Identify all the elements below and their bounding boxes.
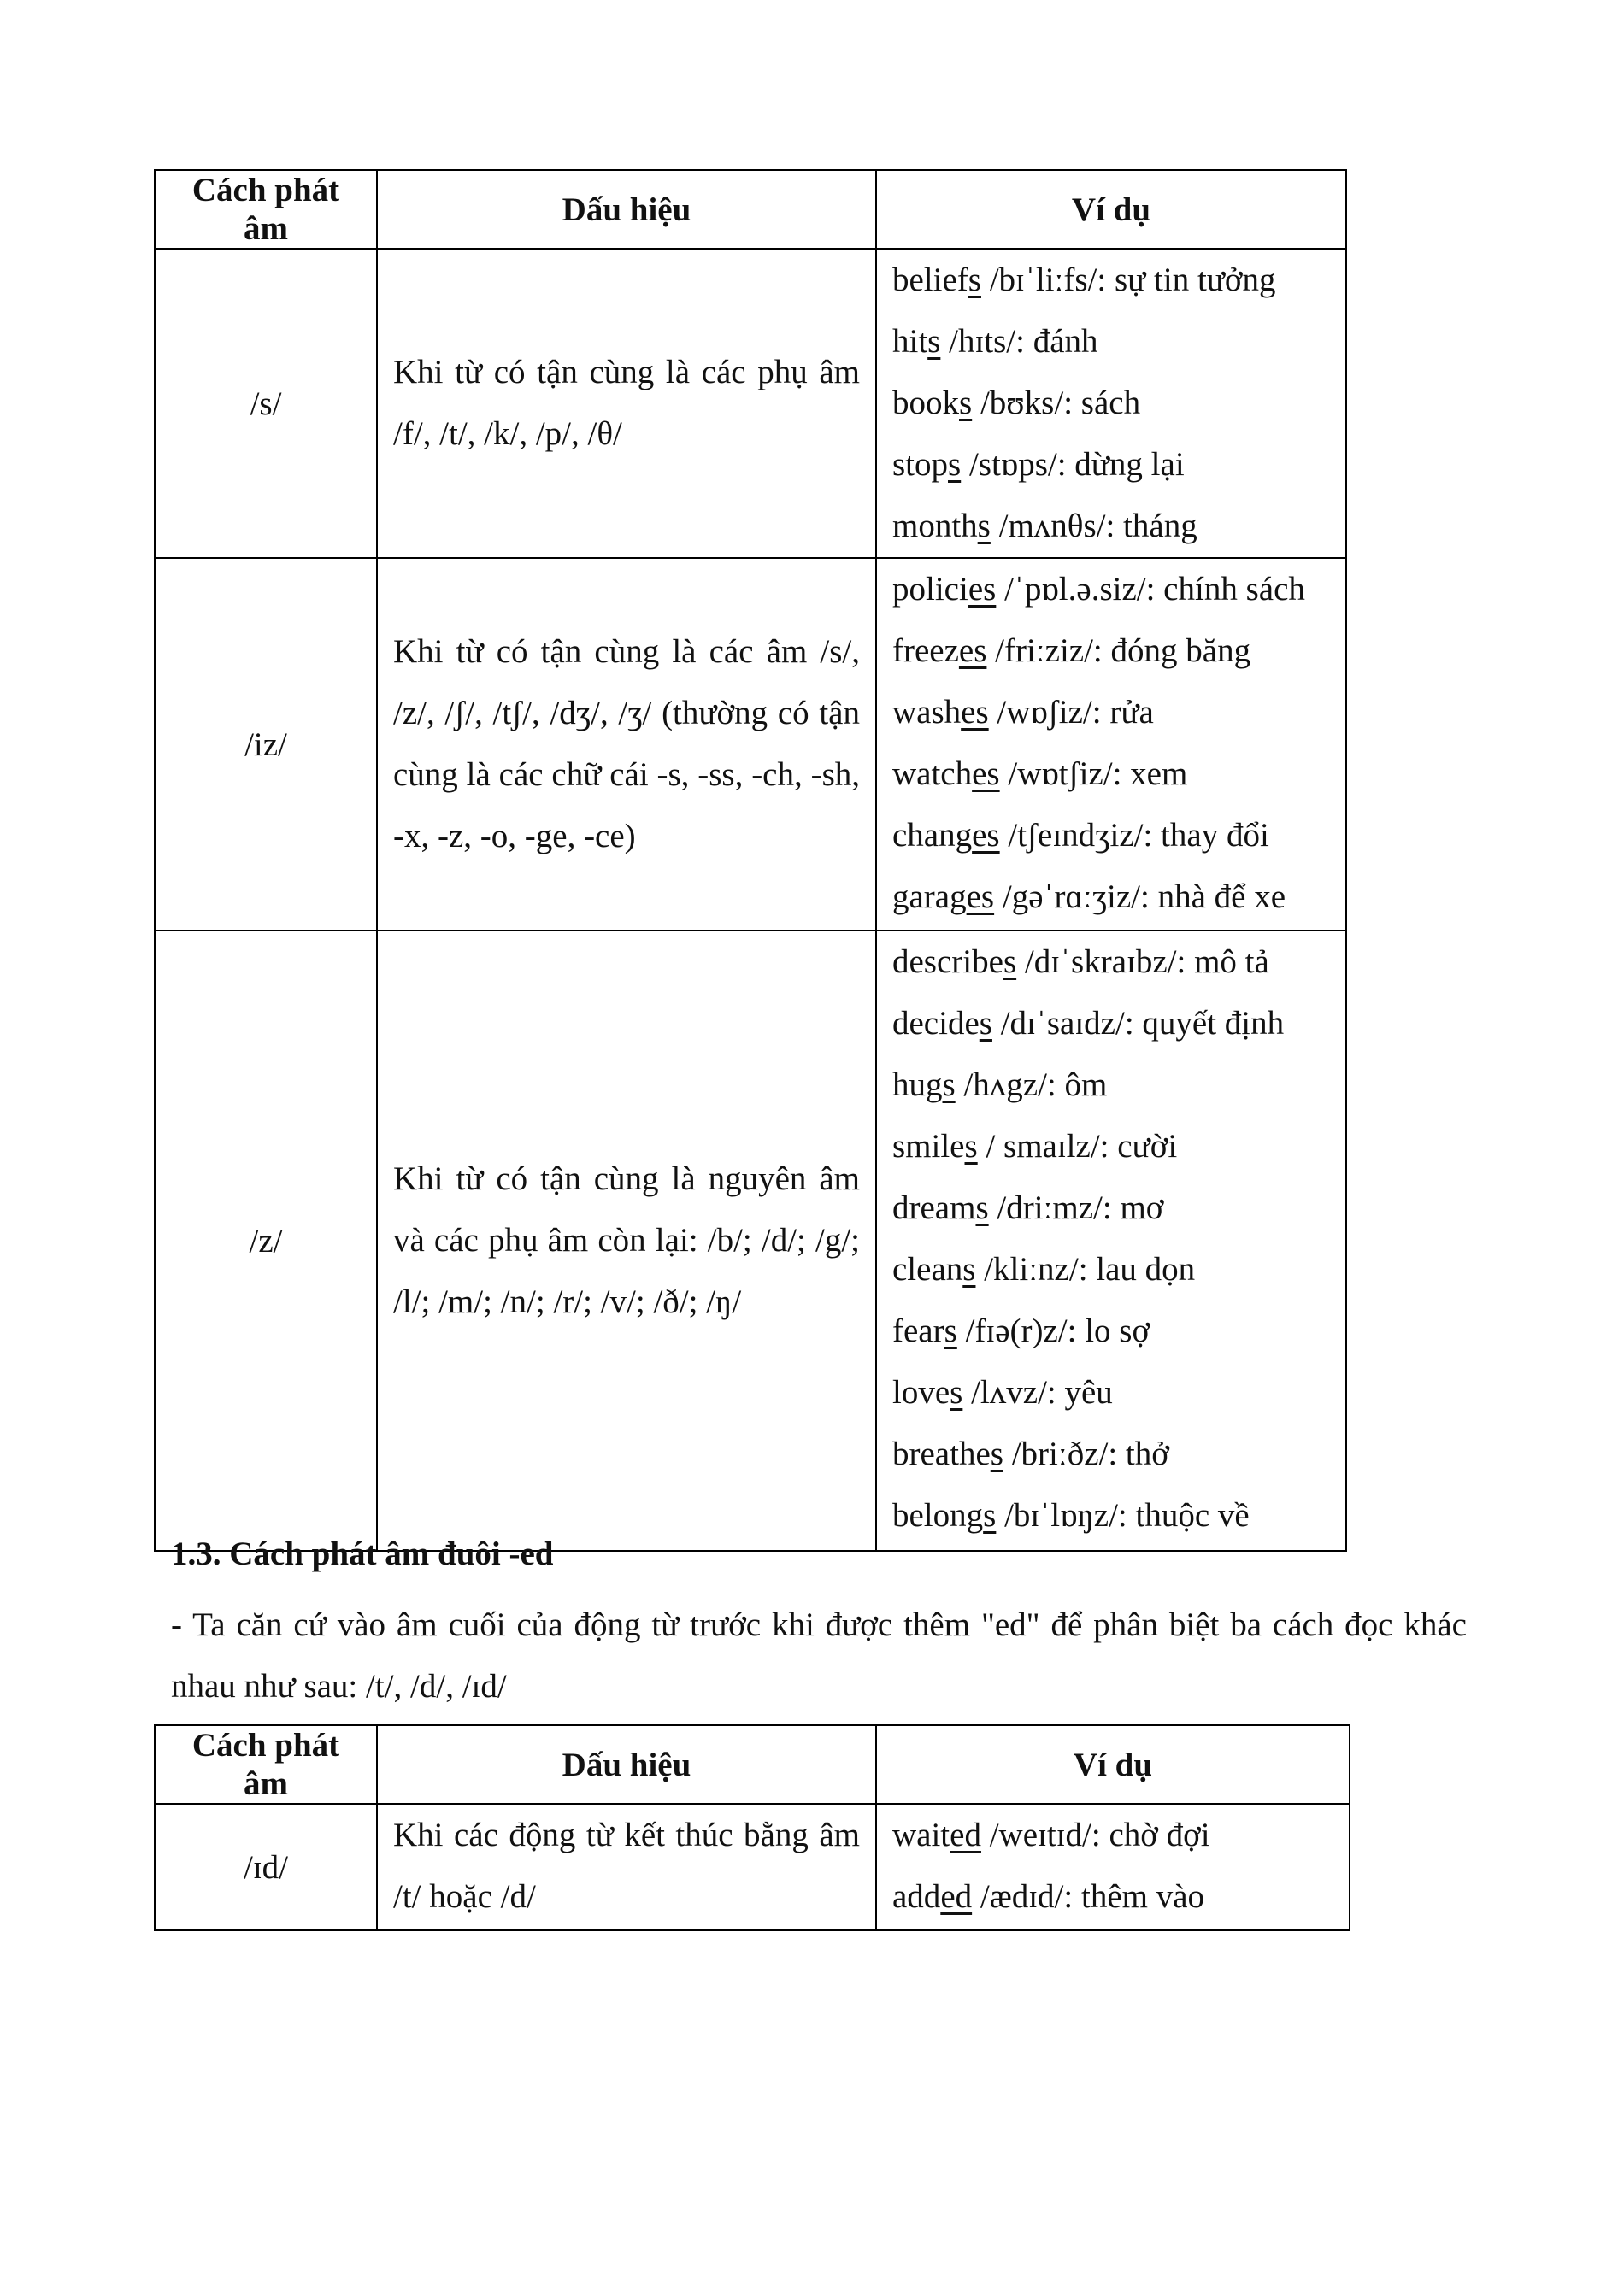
example-item: changes /tʃeɪndʒiz/: thay đổi xyxy=(892,817,1269,854)
example-item: dreams /driːmz/: mơ xyxy=(892,1189,1164,1226)
ed-pronunciation-table xyxy=(154,1724,1350,1931)
table-row xyxy=(155,931,1346,1551)
example-item: garages /gəˈrɑːʒiz/: nhà để xe xyxy=(892,878,1286,915)
example-item: stops /stɒps/: dừng lại xyxy=(892,446,1185,483)
sound-cell: /iz/ xyxy=(155,558,377,931)
header-pronunciation: Cách phát âm xyxy=(155,1725,377,1804)
sign-cell: Khi từ có tận cùng là các âm /s/, /z/, /ʃ/, /tʃ/, /dʒ/, /ʒ/ (thường có tận cùng là các chữ cái -s, -ss, -ch, -sh, -x, -z, -o, -ge, -ce) xyxy=(377,558,876,931)
example-item: added /ædɪd/: thêm vào xyxy=(892,1878,1205,1915)
example-item: hugs /hʌgz/: ôm xyxy=(892,1066,1108,1103)
examples-cell xyxy=(876,249,1346,558)
header-sign: Dấu hiệu xyxy=(377,1725,876,1804)
sound-cell: /ɪd/ xyxy=(155,1804,377,1930)
example-item: smiles / smaɪlz/: cười xyxy=(892,1128,1178,1165)
section-heading: 1.3. Cách phát âm đuôi -ed xyxy=(171,1536,554,1572)
sound-cell: /s/ xyxy=(155,249,377,558)
example-item: beliefs /bɪˈliːfs/: sự tin tưởng xyxy=(892,261,1276,298)
example-item: washes /wɒʃiz/: rửa xyxy=(892,694,1154,731)
header-pronunciation: Cách phát âm xyxy=(155,170,377,249)
table-row xyxy=(155,249,1346,558)
example-item: months /mʌnθs/: tháng xyxy=(892,508,1197,544)
s-es-pronunciation-table xyxy=(154,169,1347,1552)
example-item: decides /dɪˈsaɪdz/: quyết định xyxy=(892,1005,1285,1042)
example-item: policies /ˈpɒl.ə.siz/: chính sách xyxy=(892,571,1305,608)
example-item: freezes /friːziz/: đóng băng xyxy=(892,632,1251,669)
example-item: hits /hɪts/: đánh xyxy=(892,323,1098,360)
example-item: loves /lʌvz/: yêu xyxy=(892,1374,1113,1411)
example-item: books /bʊks/: sách xyxy=(892,385,1141,421)
examples-cell xyxy=(876,1804,1350,1930)
table-header-row xyxy=(155,1725,1350,1804)
sound-cell: /z/ xyxy=(155,931,377,1551)
examples-cell xyxy=(876,558,1346,931)
sign-cell: Khi từ có tận cùng là nguyên âm và các phụ âm còn lại: /b/; /d/; /g/; /l/; /m/; /n/; /r/; /v/; /ð/; /ŋ/ xyxy=(377,931,876,1551)
table-row xyxy=(155,1804,1350,1930)
sign-cell: Khi các động từ kết thúc bằng âm /t/ hoặc /d/ xyxy=(377,1804,876,1930)
example-item: belongs /bɪˈlɒŋz/: thuộc về xyxy=(892,1497,1250,1534)
header-sign: Dấu hiệu xyxy=(377,170,876,249)
examples-cell xyxy=(876,931,1346,1551)
example-item: breathes /briːðz/: thở xyxy=(892,1436,1169,1472)
example-item: describes /dɪˈskraɪbz/: mô tả xyxy=(892,943,1269,980)
example-item: waited /weɪtɪd/: chờ đợi xyxy=(892,1817,1210,1853)
example-item: cleans /kliːnz/: lau dọn xyxy=(892,1251,1196,1288)
header-examples: Ví dụ xyxy=(876,170,1346,249)
example-item: watches /wɒtʃiz/: xem xyxy=(892,755,1188,792)
example-item: fears /fɪə(r)z/: lo sợ xyxy=(892,1312,1150,1349)
header-examples: Ví dụ xyxy=(876,1725,1350,1804)
sign-cell: Khi từ có tận cùng là các phụ âm /f/, /t/, /k/, /p/, /θ/ xyxy=(377,249,876,558)
table-row xyxy=(155,558,1346,931)
table-header-row xyxy=(155,170,1346,249)
section-paragraph: - Ta căn cứ vào âm cuối của động từ trước khi được thêm "ed" để phân biệt ba cách đọc khác nhau như sau: /t/, /d/, /ɪd/ xyxy=(171,1606,1467,1705)
